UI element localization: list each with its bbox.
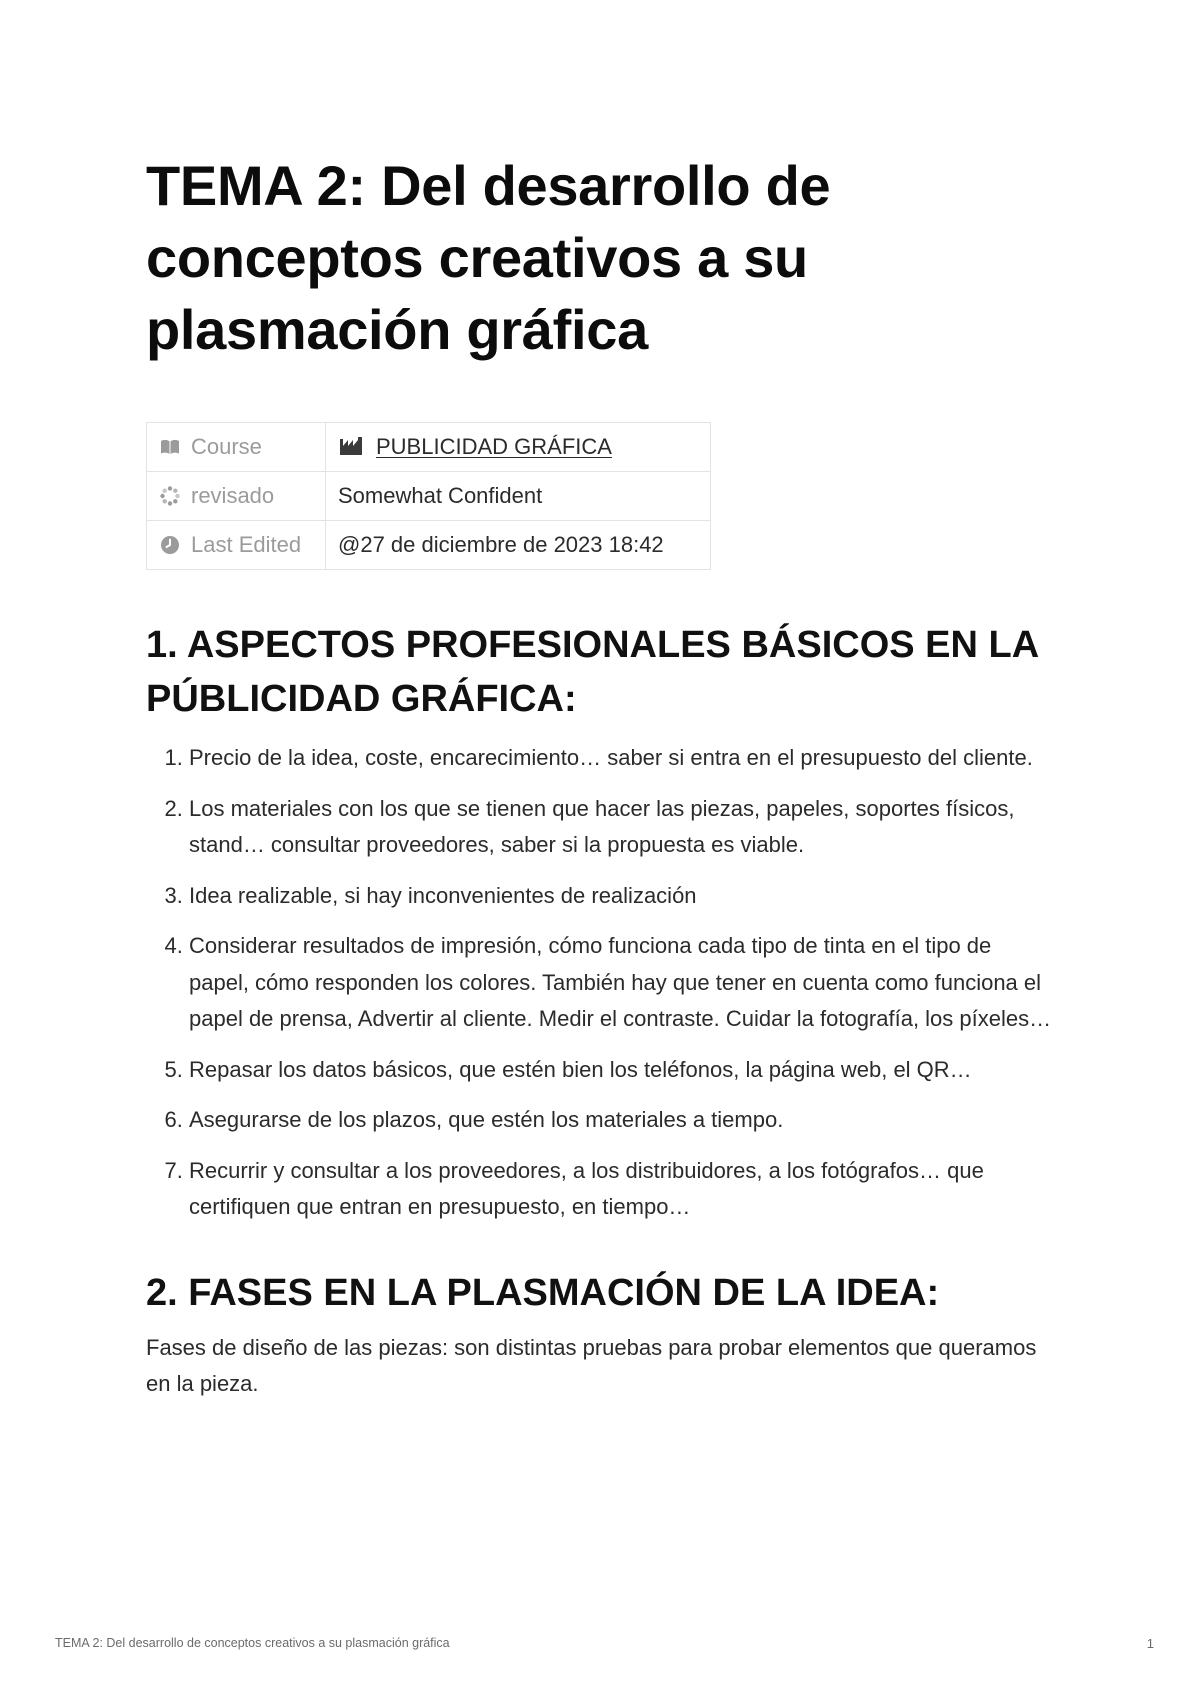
book-icon [159, 436, 181, 458]
factory-icon [338, 435, 364, 457]
property-key-label: Course [191, 434, 262, 459]
property-value-course[interactable] [326, 423, 711, 472]
properties-table [146, 422, 711, 570]
page-title: TEMA 2: Del desarrollo de conceptos creativos a su plasmación gráfica [146, 154, 831, 361]
property-row-revisado [147, 472, 711, 521]
loading-icon [159, 485, 181, 507]
list-item: 7. Recurrir y consultar a los proveedores, a los distribuidores, a los fotógrafos… que certifiquen que entran en presupuesto, en tiempo… [189, 1153, 1056, 1226]
section-heading-2: 2. FASES EN LA PLASMACIÓN DE LA IDEA: [146, 1271, 940, 1314]
property-key-revisado [147, 472, 326, 521]
section-paragraph: Fases de diseño de las piezas: son distintas pruebas para probar elementos que queramos en la pieza. [146, 1334, 1037, 1396]
section-heading-1: 1. ASPECTOS PROFESIONALES BÁSICOS EN LA PÚBLICIDAD GRÁFICA: [146, 624, 1038, 720]
numbered-list [146, 740, 1056, 1226]
property-key-last-edited [147, 521, 326, 570]
list-item: 1. Precio de la idea, coste, encarecimiento… saber si entra en el presupuesto del cliente. [189, 740, 1056, 777]
property-key-course [147, 423, 326, 472]
list-item: 4. Considerar resultados de impresión, cómo funciona cada tipo de tinta en el tipo de papel, cómo responden los colores. También hay que tener en cuenta como funciona el papel de prensa, Advertir al cliente. Medir el contraste. Cuidar la fotografía, los píxeles… [189, 928, 1056, 1038]
page-number: 1 [1146, 1636, 1154, 1651]
property-row-course [147, 423, 711, 472]
property-value-last-edited: @27 de diciembre de 2023 18:42 [326, 521, 711, 570]
footer-title: TEMA 2: Del desarrollo de conceptos creativos a su plasmación gráfica [55, 1636, 450, 1650]
list-item: 2. Los materiales con los que se tienen que hacer las piezas, papeles, soportes físicos, stand… consultar proveedores, saber si la propuesta es viable. [189, 791, 1056, 864]
list-item: 5. Repasar los datos básicos, que estén bien los teléfonos, la página web, el QR… [189, 1052, 1056, 1089]
clock-icon [159, 534, 181, 556]
list-item: 6. Asegurarse de los plazos, que estén los materiales a tiempo. [189, 1102, 1056, 1139]
property-row-last-edited [147, 521, 711, 570]
property-key-label: revisado [191, 483, 275, 508]
list-item: 3. Idea realizable, si hay inconvenientes de realización [189, 878, 1056, 915]
property-key-label: Last Edited [191, 532, 302, 557]
property-value-revisado[interactable]: Somewhat Confident [326, 472, 711, 521]
document-page [146, 150, 1056, 1403]
course-link[interactable]: PUBLICIDAD GRÁFICA [376, 434, 612, 459]
